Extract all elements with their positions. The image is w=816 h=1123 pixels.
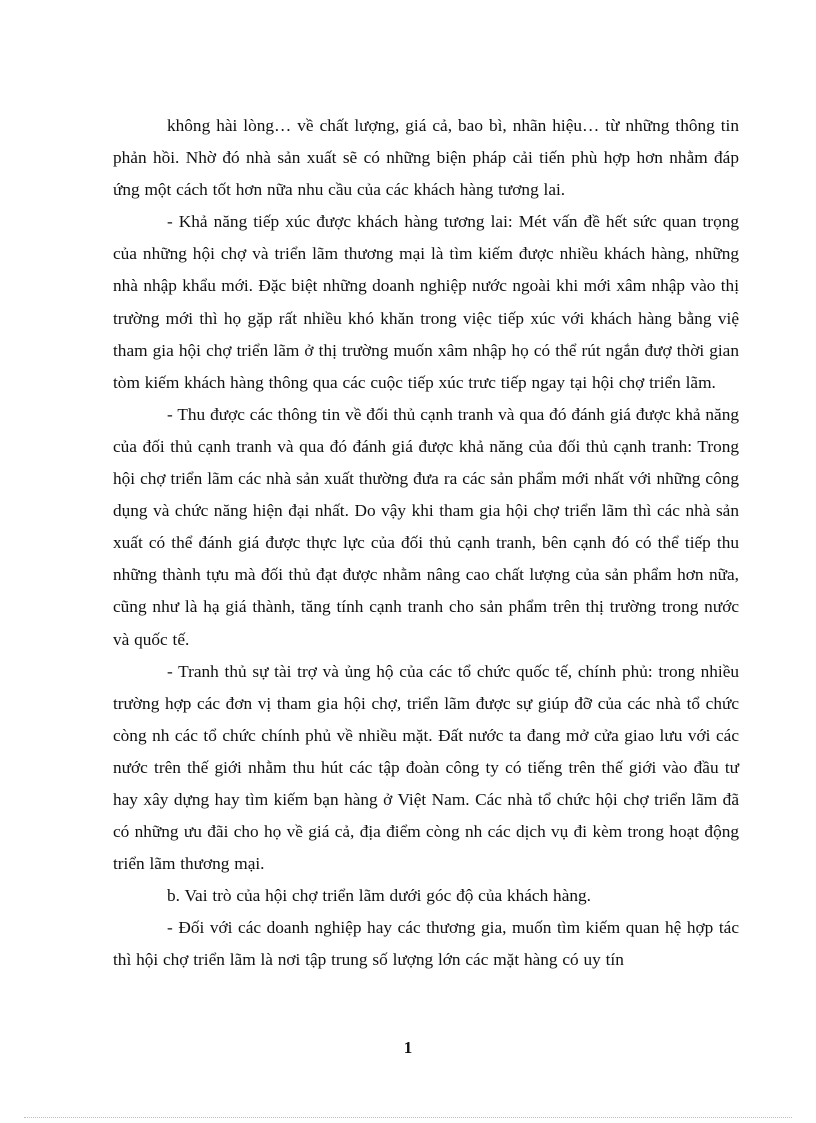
page-number: 1 (403, 1038, 413, 1057)
paragraph-businesses: - Đối với các doanh nghiệp hay các thương gia, muốn tìm kiếm quan hệ hợp tác thì hội chợ triển lãm là nơi tập trung số lượng lớn các mặt hàng có uy tín (113, 918, 739, 970)
body-text (113, 110, 739, 977)
section-heading-customer-role: b. Vai trò của hội chợ triển lãm dưới góc độ của khách hàng. (167, 886, 591, 906)
footer-divider (24, 1117, 792, 1118)
paragraph-competitor-info: - Thu được các thông tin về đối thủ cạnh tranh và qua đó đánh giá được khả năng của đối thủ cạnh tranh và qua đó đánh giá được khả năng của đối thủ cạnh tranh: Trong hội chợ triển lãm các nhà sản xuất thường đưa ra các sản phẩm mới nhất với những công dụng và chức năng hiện đại nhất. Do vậy khi tham gia hội chợ triển lãm thì các nhà sản xuất có thể đánh giá được thực lực của đối thủ cạnh tranh, bên cạnh đó có thể tiếp thu những thành tựu mà đối thủ đạt được nhằm nâng cao chất lượng của sản phẩm hơn nữa, cũng như là hạ giá thành, tăng tính cạnh tranh cho sản phẩm trên thị trường trong nước và quốc tế. (113, 404, 739, 649)
paragraph-future-customers: - Khả năng tiếp xúc được khách hàng tương lai: Mét vấn đề hết sức quan trọng của những hội chợ và triển lãm thương mại là tìm kiếm được nhiều khách hàng, những nhà nhập khẩu mới. Đặc biệt những doanh nghiệp nước ngoài khi mới xâm nhập vào thị trường mới thì họ gặp rất nhiều khó khăn trong việc tiếp xúc với khách hàng bằng việ tham gia hội chợ triển lãm ở thị trường muốn xâm nhập họ có thể rút ngắn đượ thời gian tòm kiếm khách hàng thông qua các cuộc tiếp xúc trưc tiếp ngay tại hội chợ triển lãm. (113, 212, 739, 392)
paragraph-feedback-continuation: không hài lòng… về chất lượng, giá cả, bao bì, nhãn hiệu… từ những thông tin phản hồi. Nhờ đó nhà sản xuất sẽ có những biện pháp cải tiến phù hợp hơn nhằm đáp ứng một cách tốt hơn nữa nhu cầu của các khách hàng tương lai. (113, 116, 739, 200)
paragraph-sponsorship: - Tranh thủ sự tài trợ và ủng hộ của các tổ chức quốc tế, chính phủ: trong nhiều trường hợp các đơn vị tham gia hội chợ, triển lãm được sự giúp đỡ của các nhà tổ chức còng nh các tổ chức chính phủ về nhiều mặt. Đất nước ta đang mở cửa giao lưu với các nước trên thế giới nhằm thu hút các tập đoàn công ty có tiếng trên thế giới vào đầu tư hay xây dựng hay tìm kiếm bạn hàng ở Việt Nam. Các nhà tổ chức hội chợ triển lãm đã có những ưu đãi cho họ về giá cả, địa điểm còng nh các dịch vụ đi kèm trong hoạt động triển lãm thương mại. (113, 661, 739, 874)
